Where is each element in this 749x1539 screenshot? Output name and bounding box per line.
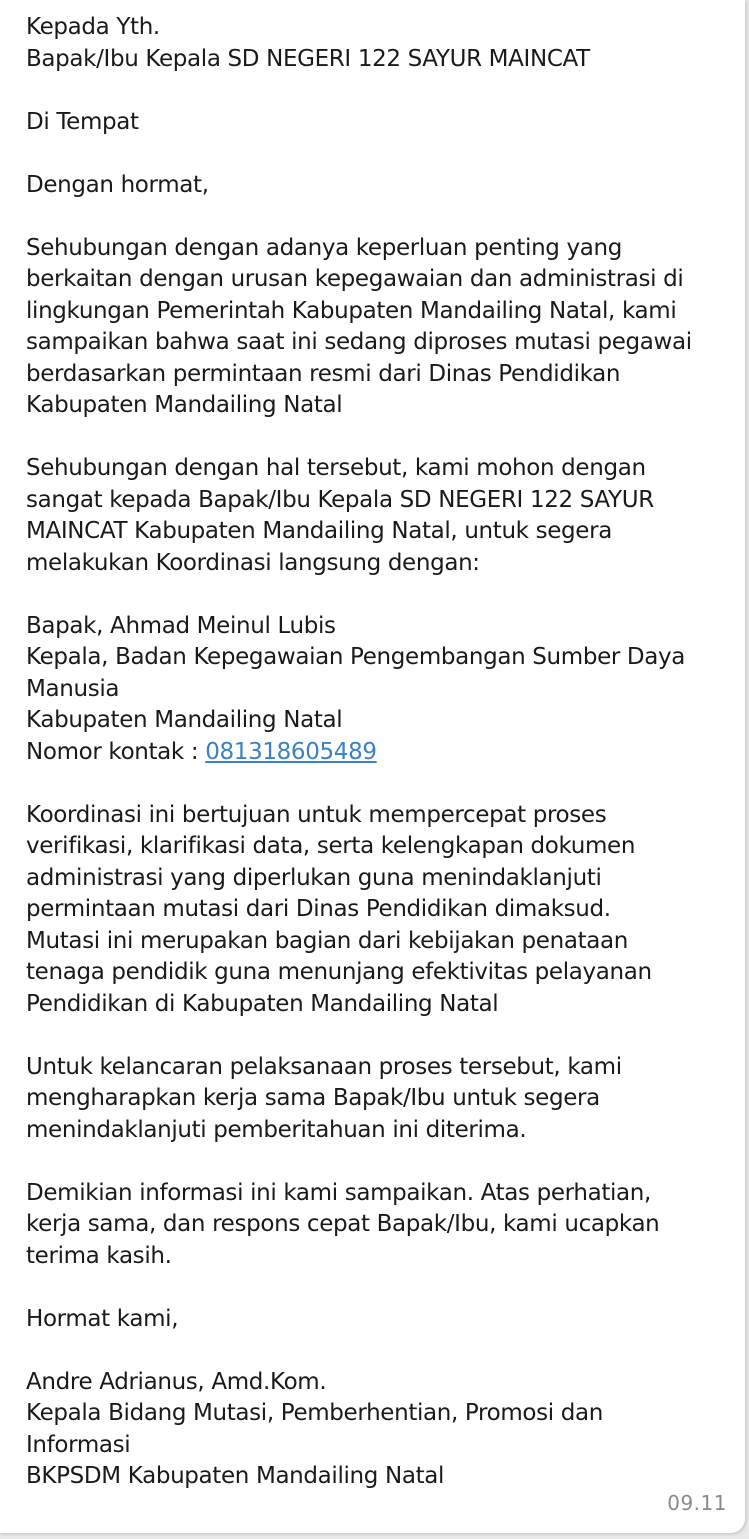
text-line: administrasi yang diperlukan guna menindaklanjuti xyxy=(26,864,602,891)
text-line: Sehubungan dengan hal tersebut, kami mohon dengan xyxy=(26,455,646,481)
text-line: berkaitan dengan urusan kepegawaian dan administrasi di xyxy=(26,266,684,292)
message-text xyxy=(26,12,721,1493)
text-line: Kepala, Badan Kepegawaian Pengembangan Sumber Daya xyxy=(26,644,686,670)
text-line: sampaikan bahwa saat ini sedang diproses mutasi pegawai xyxy=(26,329,692,355)
signer-title: Informasi xyxy=(26,1431,131,1458)
paragraph-intro xyxy=(26,233,721,422)
text-line: tenaga pendidik guna menunjang efektivitas pelayanan xyxy=(26,959,652,985)
text-line: terima kasih. xyxy=(26,1242,172,1269)
recipient-line: Bapak/Ibu Kepala SD NEGERI 122 SAYUR MAINCAT xyxy=(26,45,590,72)
signer-title: Kepala Bidang Mutasi, Pemberhentian, Promosi dan xyxy=(26,1400,603,1426)
text-line: Demikian informasi ini kami sampaikan. Atas perhatian, xyxy=(26,1179,651,1206)
text-line: berdasarkan permintaan resmi dari Dinas Pendidikan xyxy=(26,360,621,387)
text-line: Sehubungan dengan adanya keperluan penting yang xyxy=(26,234,622,261)
text-line: verifikasi, klarifikasi data, serta kelengkapan dokumen xyxy=(26,833,636,859)
text-line: Manusia xyxy=(26,675,120,702)
text-line: MAINCAT Kabupaten Mandailing Natal, untuk segera xyxy=(26,518,612,544)
text-line: melakukan Koordinasi langsung dengan: xyxy=(26,549,480,576)
signer-organization: BKPSDM Kabupaten Mandailing Natal xyxy=(26,1463,445,1489)
paragraph-request xyxy=(26,453,721,579)
paragraph-purpose xyxy=(26,800,721,1021)
paragraph-closing xyxy=(26,1178,721,1273)
text-line: permintaan mutasi dari Dinas Pendidikan dimaksud. xyxy=(26,896,611,922)
sign-off-line: Hormat kami, xyxy=(26,1305,179,1332)
contact-line xyxy=(26,737,721,769)
text-line: Koordinasi ini bertujuan untuk mempercepat proses xyxy=(26,801,607,828)
text-line: sangat kepada Bapak/Ibu Kepala SD NEGERI 122 SAYUR xyxy=(26,486,654,513)
text-line: Kabupaten Mandailing Natal xyxy=(26,707,343,733)
text-line: lingkungan Pemerintah Kabupaten Mandailing Natal, kami xyxy=(26,297,677,324)
phone-number-link[interactable]: 081318605489 xyxy=(205,738,377,765)
contact-label: Nomor kontak : xyxy=(26,738,206,765)
paragraph-followup xyxy=(26,1052,721,1147)
location-line: Di Tempat xyxy=(26,108,139,135)
text-line: Mutasi ini merupakan bagian dari kebijakan penataan xyxy=(26,927,628,954)
paragraph-contact xyxy=(26,611,721,769)
text-line: Bapak, Ahmad Meinul Lubis xyxy=(26,612,336,639)
text-line: mengharapkan kerja sama Bapak/Ibu untuk segera xyxy=(26,1085,600,1111)
message-timestamp: 09.11 xyxy=(667,1491,727,1515)
text-line: kerja sama, dan respons cepat Bapak/Ibu, kami ucapkan xyxy=(26,1211,660,1237)
text-line: Untuk kelancaran pelaksanaan proses tersebut, kami xyxy=(26,1053,622,1080)
salutation-line: Kepada Yth. xyxy=(26,14,160,40)
text-line: Kabupaten Mandailing Natal xyxy=(26,392,343,418)
greeting-line: Dengan hormat, xyxy=(26,171,209,198)
signature-block xyxy=(26,1367,721,1493)
text-line: Pendidikan di Kabupaten Mandailing Natal xyxy=(26,990,499,1017)
text-line: menindaklanjuti pemberitahuan ini diterima. xyxy=(26,1116,527,1143)
signer-name: Andre Adrianus, Amd.Kom. xyxy=(26,1368,327,1395)
